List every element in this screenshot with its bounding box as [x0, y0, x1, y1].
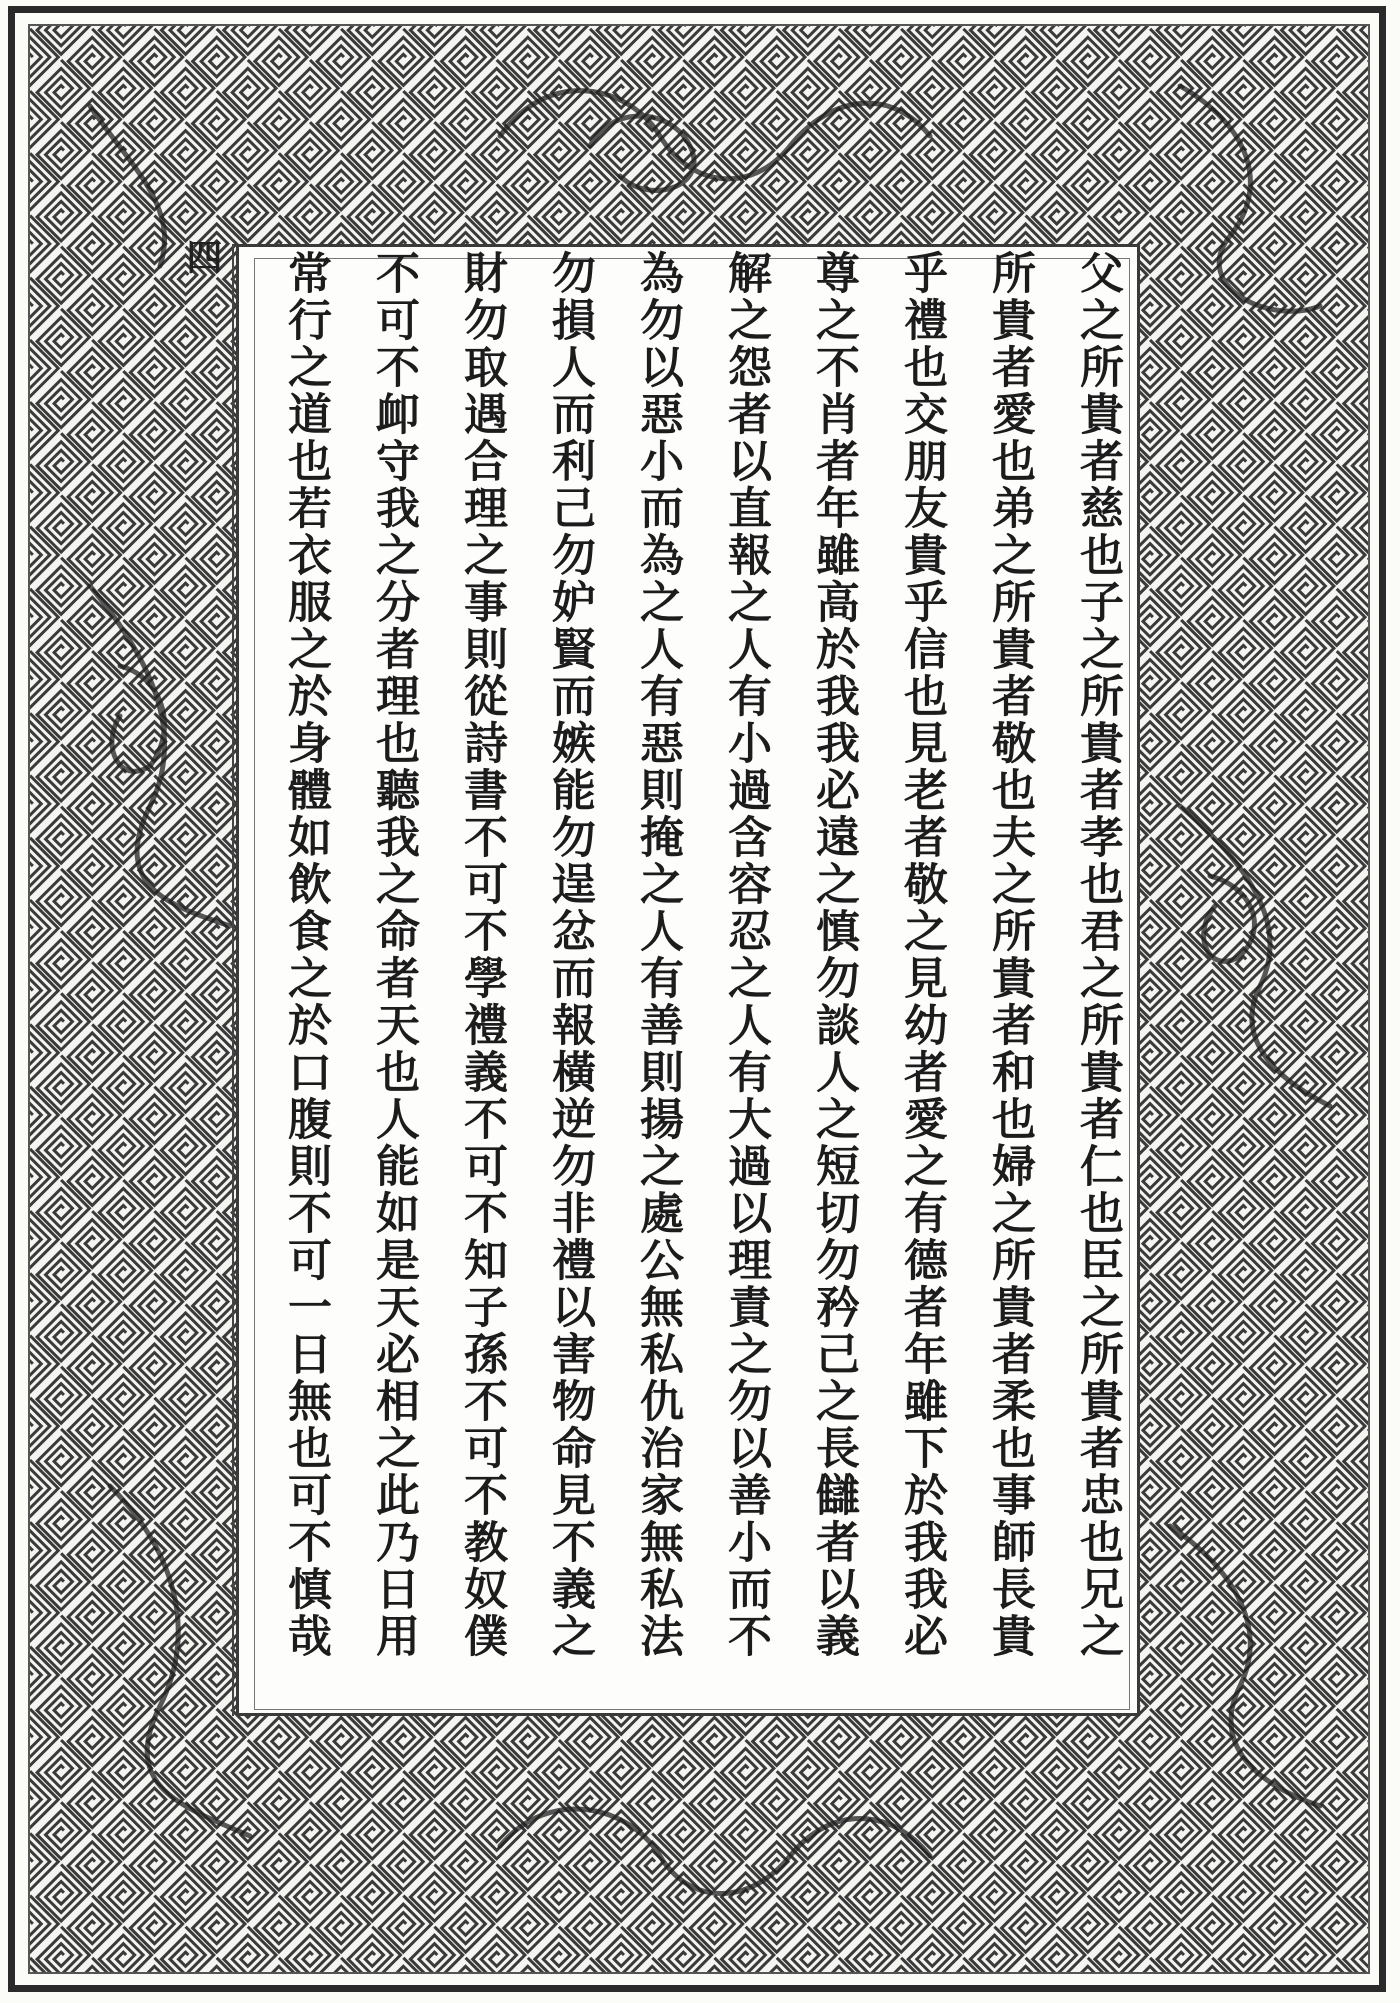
text-column-9: 不可不卹守我之分者理也聽我之命者天也人能如是天必相之此乃日用 — [368, 250, 419, 1660]
side-tab-rule — [232, 244, 234, 1716]
text-column-2: 所貴者愛也弟之所貴者敬也夫之所貴者和也婦之所貴者柔也事師長貴 — [984, 250, 1035, 1660]
text-column-6: 為勿以惡小而為之人有惡則掩之人有善則揚之處公無私仇治家無私法 — [632, 250, 683, 1660]
text-column-4: 尊之不肖者年雖高於我我必遠之慎勿談人之短切勿矜己之長讎者以義 — [808, 250, 859, 1660]
text-column-1: 父之所貴者慈也子之所貴者孝也君之所貴者仁也臣之所貴者忠也兄之 — [1072, 250, 1123, 1660]
text-column-8: 財勿取遇合理之事則從詩書不可不學禮義不可不知子孫不可不教奴僕 — [456, 250, 507, 1660]
vertical-text-columns — [262, 250, 1132, 1710]
text-column-7: 勿損人而利己勿妒賢而嫉能勿逞忿而報橫逆勿非禮以害物命見不義之 — [544, 250, 595, 1660]
text-column-3: 乎禮也交朋友貴乎信也見老者敬之見幼者愛之有德者年雖下於我我必 — [896, 250, 947, 1660]
page-marker-label: 四 — [181, 238, 223, 274]
text-column-5: 解之怨者以直報之人有小過含容忍之人有大過以理責之勿以善小而不 — [720, 250, 771, 1660]
text-column-10: 常行之道也若衣服之於身體如飲食之於口腹則不可一日無也可不慎哉 — [280, 250, 331, 1660]
